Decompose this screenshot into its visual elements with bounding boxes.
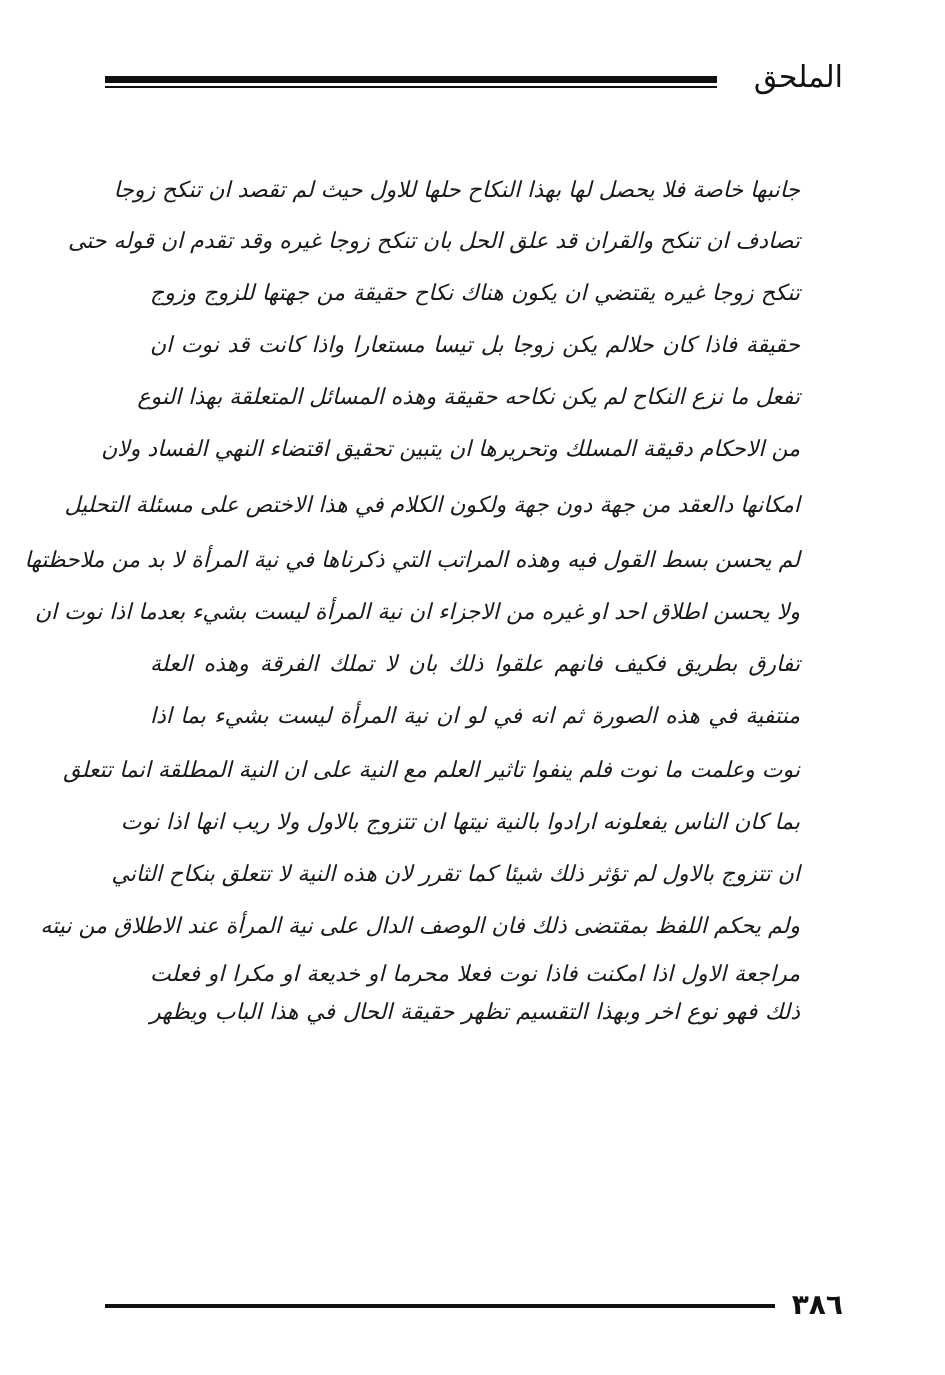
header-rule-secondary [105, 86, 717, 88]
manuscript-line: تفارق بطريق فكيف فانهم علقوا ذلك بان لا تملك الفرقة وهذه العلة [150, 652, 800, 677]
header-rule [105, 76, 717, 83]
page-number: ٣٨٦ [791, 1288, 843, 1321]
page-header-title: الملحق [753, 60, 843, 95]
manuscript-line: تفعل ما نزع النكاح لم يكن نكاحه حقيقة وهذه المسائل المتعلقة بهذا النوع [137, 385, 800, 410]
manuscript-line: ولا يحسن اطلاق احد او غيره من الاجزاء ان نية المرأة ليست بشيء بعدما اذا نوت ان [34, 600, 800, 625]
manuscript-line: منتفية في هذه الصورة ثم انه في لو ان نية المرأة ليست بشيء بما اذا [150, 704, 800, 729]
manuscript-line: لم يحسن بسط القول فيه وهذه المراتب التي ذكرناها في نية المرأة لا بد من ملاحظتها [24, 548, 800, 573]
footer-rule [105, 1304, 775, 1308]
manuscript-line: جانبها خاصة فلا يحصل لها بهذا النكاح حلها للاول حيث لم تقصد ان تنكح زوجا [113, 178, 800, 203]
manuscript-line: نوت وعلمت ما نوت فلم ينفوا تاثير العلم مع النية على ان النية المطلقة انما تتعلق [63, 758, 800, 783]
manuscript-line: من الاحكام دقيقة المسلك وتحريرها ان يتبين تحقيق اقتضاء النهي الفساد ولان [101, 437, 800, 462]
manuscript-line: امكانها دالعقد من جهة دون جهة ولكون الكلام في هذا الاختص على مسئلة التحليل [64, 493, 800, 518]
manuscript-line: تنكح زوجا غيره يقتضي ان يكون هناك نكاح حقيقة من جهتها للزوج وزوج [150, 281, 800, 306]
manuscript-line: ولم يحكم اللفظ بمقتضى ذلك فان الوصف الدال على نية المرأة عند الاطلاق من نيته [40, 914, 800, 939]
manuscript-line: ذلك فهو نوع اخر وبهذا التقسيم تظهر حقيقة الحال في هذا الباب ويظهر [150, 1000, 800, 1025]
manuscript-line: حقيقة فاذا كان حلالم يكن زوجا بل تيسا مستعارا واذا كانت قد نوت ان [150, 333, 800, 358]
manuscript-line: تصادف ان تنكح والقران قد علق الحل بان تنكح زوجا غيره وقد تقدم ان قوله حتى [67, 229, 800, 254]
manuscript-line: مراجعة الاول اذا امكنت فاذا نوت فعلا محرما او خديعة او مكرا او فعلت [150, 962, 800, 987]
manuscript-line: بما كان الناس يفعلونه ارادوا بالنية نيتها ان تتزوج بالاول ولا ريب انها اذا نوت [120, 810, 800, 835]
manuscript-line: ان تتزوج بالاول لم تؤثر ذلك شيئا كما تقرر لان هذه النية لا تتعلق بنكاح الثاني [111, 862, 800, 887]
manuscript-text-block [24, 168, 800, 1048]
